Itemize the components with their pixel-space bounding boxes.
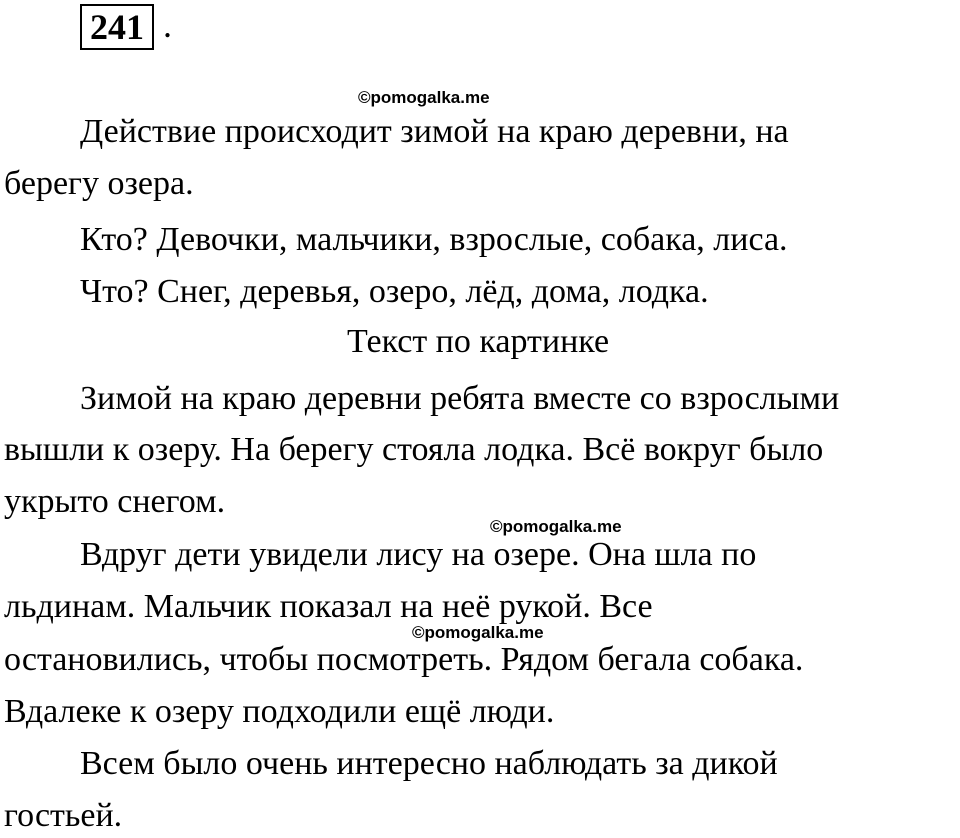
heading-text-by-picture: Текст по картинке: [347, 323, 610, 360]
text-line: Действие происходит зимой на краю деревни, на: [80, 113, 789, 150]
text-line: гостьей.: [4, 797, 123, 834]
text-line: вышли к озеру. На берегу стояла лодка. Всё вокруг было: [4, 431, 824, 468]
text-line: Что? Снег, деревья, озеро, лёд, дома, лодка.: [80, 273, 709, 310]
text-line: укрыто снегом.: [4, 483, 226, 520]
watermark: ©pomogalka.me: [358, 88, 490, 107]
exercise-number-dot: .: [163, 5, 172, 45]
text-line: Кто? Девочки, мальчики, взрослые, собака, лиса.: [80, 221, 788, 258]
watermark: ©pomogalka.me: [490, 517, 622, 536]
text-line: Вдалеке к озеру подходили ещё люди.: [4, 693, 555, 730]
text-line: Всем было очень интересно наблюдать за дикой: [80, 745, 778, 782]
text-line: Зимой на краю деревни ребята вместе со взрослыми: [80, 380, 840, 417]
text-line: берегу озера.: [4, 165, 194, 202]
watermark: ©pomogalka.me: [412, 623, 544, 642]
text-line: остановились, чтобы посмотреть. Рядом бегала собака.: [4, 641, 804, 678]
text-line: Вдруг дети увидели лису на озере. Она шла по: [80, 536, 757, 573]
exercise-number: 241: [80, 4, 154, 50]
text-line: льдинам. Мальчик показал на неё рукой. Все: [4, 588, 653, 625]
